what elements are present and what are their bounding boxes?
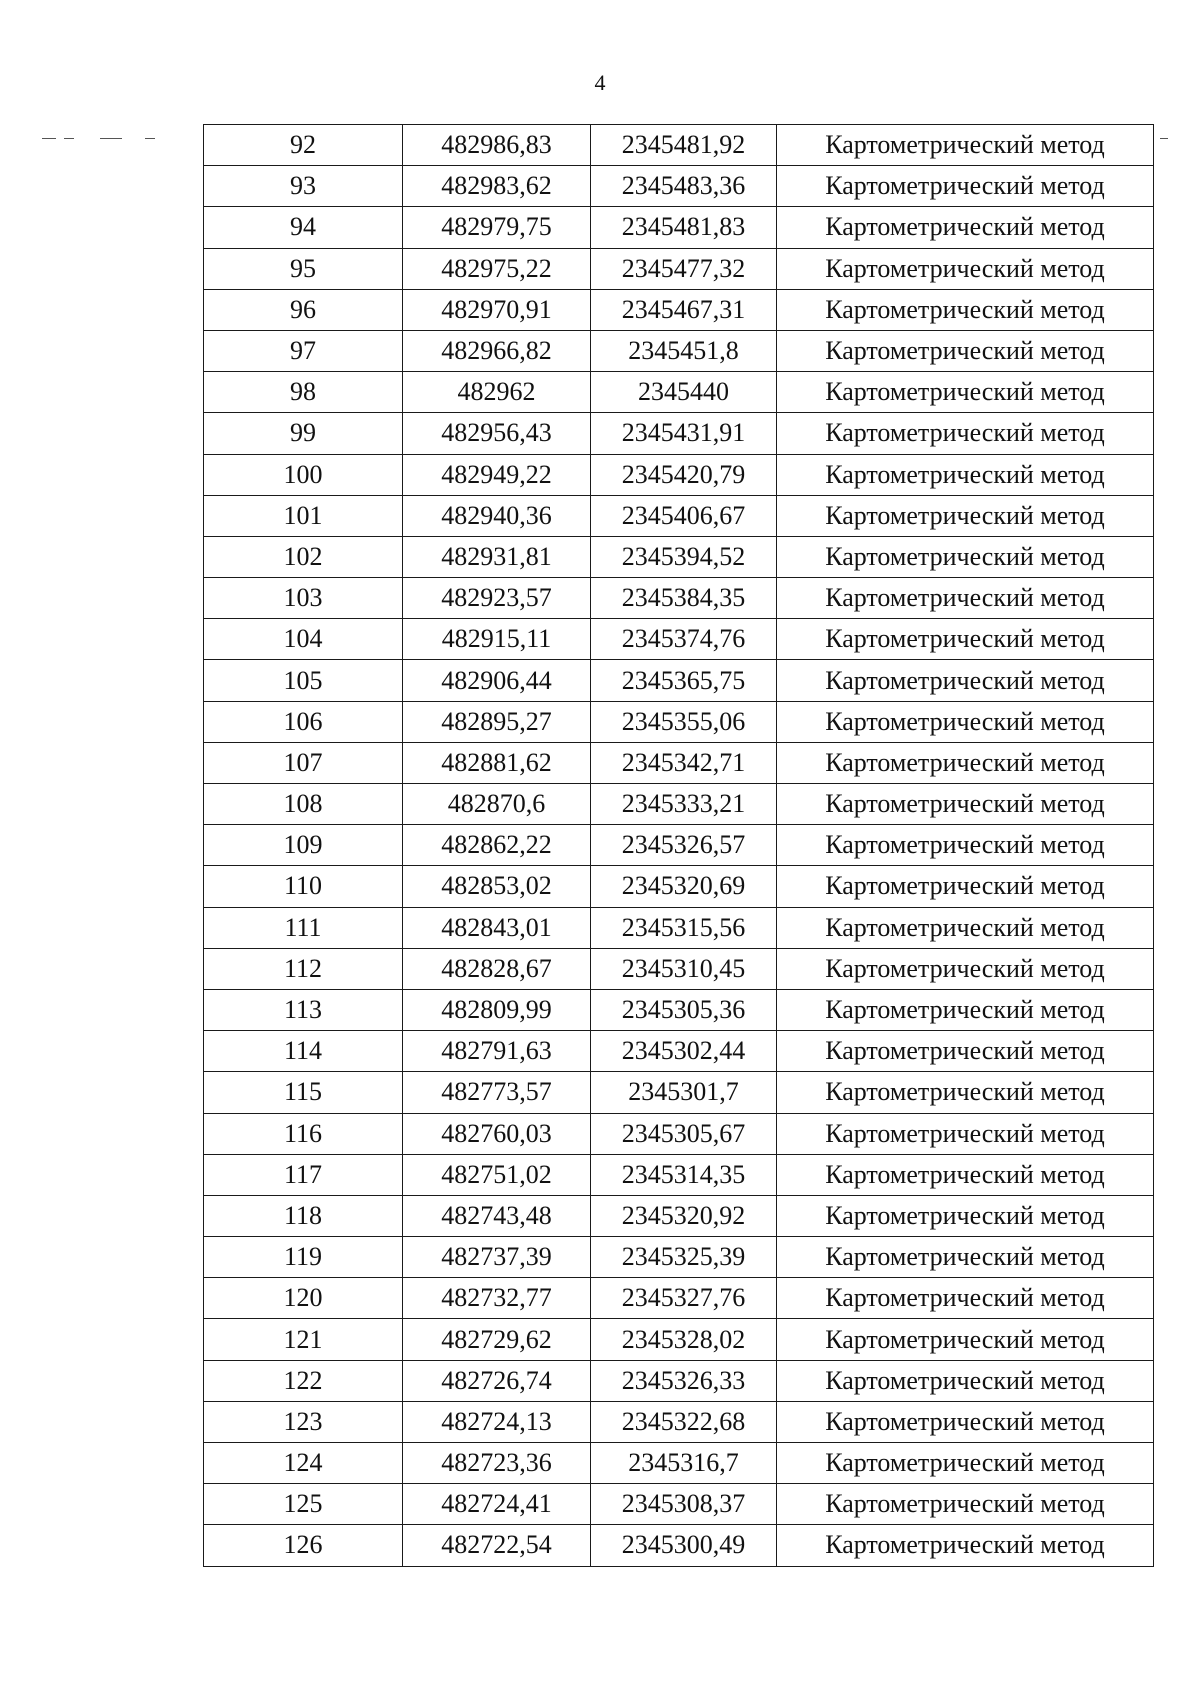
- point-number-cell: 102: [204, 536, 403, 577]
- page-number: 4: [594, 70, 606, 95]
- point-number-cell: 111: [204, 907, 403, 948]
- table-row: [204, 1113, 1154, 1154]
- y-coordinate-cell: 2345406,67: [591, 495, 777, 536]
- point-number-cell: 116: [204, 1113, 403, 1154]
- y-coordinate-cell: 2345483,36: [591, 166, 777, 207]
- point-number-cell: 120: [204, 1278, 403, 1319]
- method-cell: Картометрический метод: [777, 166, 1154, 207]
- table-row: [204, 701, 1154, 742]
- x-coordinate-cell: 482906,44: [403, 660, 591, 701]
- method-cell: Картометрический метод: [777, 948, 1154, 989]
- method-cell: Картометрический метод: [777, 742, 1154, 783]
- y-coordinate-cell: 2345328,02: [591, 1319, 777, 1360]
- scan-artifact-dash: [1160, 138, 1168, 139]
- table-row: [204, 1443, 1154, 1484]
- table-row: [204, 784, 1154, 825]
- method-cell: Картометрический метод: [777, 372, 1154, 413]
- point-number-cell: 109: [204, 825, 403, 866]
- point-number-cell: 126: [204, 1525, 403, 1566]
- x-coordinate-cell: 482931,81: [403, 536, 591, 577]
- point-number-cell: 93: [204, 166, 403, 207]
- scan-artifact-dash: [64, 138, 74, 139]
- x-coordinate-cell: 482970,91: [403, 289, 591, 330]
- table-row: [204, 248, 1154, 289]
- point-number-cell: 92: [204, 125, 403, 166]
- x-coordinate-cell: 482809,99: [403, 989, 591, 1030]
- point-number-cell: 107: [204, 742, 403, 783]
- method-cell: Картометрический метод: [777, 495, 1154, 536]
- table-row: [204, 1525, 1154, 1566]
- x-coordinate-cell: 482923,57: [403, 578, 591, 619]
- method-cell: Картометрический метод: [777, 1072, 1154, 1113]
- point-number-cell: 115: [204, 1072, 403, 1113]
- method-cell: Картометрический метод: [777, 1113, 1154, 1154]
- point-number-cell: 104: [204, 619, 403, 660]
- coordinates-table-body: [204, 125, 1154, 1567]
- table-row: [204, 207, 1154, 248]
- method-cell: Картометрический метод: [777, 989, 1154, 1030]
- point-number-cell: 123: [204, 1401, 403, 1442]
- point-number-cell: 113: [204, 989, 403, 1030]
- y-coordinate-cell: 2345342,71: [591, 742, 777, 783]
- point-number-cell: 118: [204, 1195, 403, 1236]
- y-coordinate-cell: 2345431,91: [591, 413, 777, 454]
- table-row: [204, 289, 1154, 330]
- x-coordinate-cell: 482828,67: [403, 948, 591, 989]
- table-row: [204, 619, 1154, 660]
- coordinates-table: [203, 124, 1154, 1567]
- table-row: [204, 1319, 1154, 1360]
- x-coordinate-cell: 482895,27: [403, 701, 591, 742]
- method-cell: Картометрический метод: [777, 907, 1154, 948]
- point-number-cell: 119: [204, 1237, 403, 1278]
- y-coordinate-cell: 2345365,75: [591, 660, 777, 701]
- point-number-cell: 99: [204, 413, 403, 454]
- point-number-cell: 125: [204, 1484, 403, 1525]
- method-cell: Картометрический метод: [777, 701, 1154, 742]
- x-coordinate-cell: 482724,41: [403, 1484, 591, 1525]
- point-number-cell: 95: [204, 248, 403, 289]
- point-number-cell: 106: [204, 701, 403, 742]
- point-number-cell: 97: [204, 330, 403, 371]
- table-row: [204, 1154, 1154, 1195]
- y-coordinate-cell: 2345420,79: [591, 454, 777, 495]
- y-coordinate-cell: 2345326,33: [591, 1360, 777, 1401]
- y-coordinate-cell: 2345325,39: [591, 1237, 777, 1278]
- method-cell: Картометрический метод: [777, 1319, 1154, 1360]
- table-row: [204, 866, 1154, 907]
- method-cell: Картометрический метод: [777, 1154, 1154, 1195]
- method-cell: Картометрический метод: [777, 1237, 1154, 1278]
- y-coordinate-cell: 2345477,32: [591, 248, 777, 289]
- x-coordinate-cell: 482732,77: [403, 1278, 591, 1319]
- method-cell: Картометрический метод: [777, 1401, 1154, 1442]
- method-cell: Картометрический метод: [777, 248, 1154, 289]
- point-number-cell: 114: [204, 1031, 403, 1072]
- x-coordinate-cell: 482791,63: [403, 1031, 591, 1072]
- x-coordinate-cell: 482949,22: [403, 454, 591, 495]
- point-number-cell: 117: [204, 1154, 403, 1195]
- y-coordinate-cell: 2345310,45: [591, 948, 777, 989]
- y-coordinate-cell: 2345322,68: [591, 1401, 777, 1442]
- point-number-cell: 98: [204, 372, 403, 413]
- table-row: [204, 330, 1154, 371]
- method-cell: Картометрический метод: [777, 660, 1154, 701]
- table-row: [204, 1401, 1154, 1442]
- y-coordinate-cell: 2345314,35: [591, 1154, 777, 1195]
- method-cell: Картометрический метод: [777, 1278, 1154, 1319]
- table-row: [204, 825, 1154, 866]
- x-coordinate-cell: 482722,54: [403, 1525, 591, 1566]
- y-coordinate-cell: 2345355,06: [591, 701, 777, 742]
- table-row: [204, 742, 1154, 783]
- point-number-cell: 94: [204, 207, 403, 248]
- y-coordinate-cell: 2345333,21: [591, 784, 777, 825]
- x-coordinate-cell: 482737,39: [403, 1237, 591, 1278]
- scan-artifact-dash: [100, 138, 122, 139]
- y-coordinate-cell: 2345320,92: [591, 1195, 777, 1236]
- table-row: [204, 1484, 1154, 1525]
- method-cell: Картометрический метод: [777, 825, 1154, 866]
- x-coordinate-cell: 482724,13: [403, 1401, 591, 1442]
- table-row: [204, 454, 1154, 495]
- table-row: [204, 413, 1154, 454]
- y-coordinate-cell: 2345302,44: [591, 1031, 777, 1072]
- table-row: [204, 948, 1154, 989]
- method-cell: Картометрический метод: [777, 1195, 1154, 1236]
- point-number-cell: 124: [204, 1443, 403, 1484]
- y-coordinate-cell: 2345394,52: [591, 536, 777, 577]
- x-coordinate-cell: 482726,74: [403, 1360, 591, 1401]
- x-coordinate-cell: 482881,62: [403, 742, 591, 783]
- table-row: [204, 1195, 1154, 1236]
- y-coordinate-cell: 2345327,76: [591, 1278, 777, 1319]
- method-cell: Картометрический метод: [777, 1360, 1154, 1401]
- x-coordinate-cell: 482751,02: [403, 1154, 591, 1195]
- table-row: [204, 1360, 1154, 1401]
- point-number-cell: 112: [204, 948, 403, 989]
- table-row: [204, 1031, 1154, 1072]
- table-row: [204, 989, 1154, 1030]
- y-coordinate-cell: 2345467,31: [591, 289, 777, 330]
- x-coordinate-cell: 482870,6: [403, 784, 591, 825]
- method-cell: Картометрический метод: [777, 289, 1154, 330]
- table-row: [204, 1072, 1154, 1113]
- x-coordinate-cell: 482966,82: [403, 330, 591, 371]
- x-coordinate-cell: 482843,01: [403, 907, 591, 948]
- point-number-cell: 122: [204, 1360, 403, 1401]
- method-cell: Картометрический метод: [777, 454, 1154, 495]
- x-coordinate-cell: 482915,11: [403, 619, 591, 660]
- y-coordinate-cell: 2345384,35: [591, 578, 777, 619]
- y-coordinate-cell: 2345305,67: [591, 1113, 777, 1154]
- point-number-cell: 105: [204, 660, 403, 701]
- y-coordinate-cell: 2345326,57: [591, 825, 777, 866]
- method-cell: Картометрический метод: [777, 1443, 1154, 1484]
- table-row: [204, 1237, 1154, 1278]
- x-coordinate-cell: 482986,83: [403, 125, 591, 166]
- x-coordinate-cell: 482940,36: [403, 495, 591, 536]
- method-cell: Картометрический метод: [777, 784, 1154, 825]
- y-coordinate-cell: 2345308,37: [591, 1484, 777, 1525]
- x-coordinate-cell: 482975,22: [403, 248, 591, 289]
- y-coordinate-cell: 2345316,7: [591, 1443, 777, 1484]
- y-coordinate-cell: 2345300,49: [591, 1525, 777, 1566]
- x-coordinate-cell: 482729,62: [403, 1319, 591, 1360]
- table-row: [204, 536, 1154, 577]
- point-number-cell: 121: [204, 1319, 403, 1360]
- table-row: [204, 495, 1154, 536]
- y-coordinate-cell: 2345451,8: [591, 330, 777, 371]
- table-row: [204, 125, 1154, 166]
- table-row: [204, 166, 1154, 207]
- method-cell: Картометрический метод: [777, 536, 1154, 577]
- table-row: [204, 372, 1154, 413]
- x-coordinate-cell: 482956,43: [403, 413, 591, 454]
- x-coordinate-cell: 482853,02: [403, 866, 591, 907]
- method-cell: Картометрический метод: [777, 125, 1154, 166]
- method-cell: Картометрический метод: [777, 1525, 1154, 1566]
- method-cell: Картометрический метод: [777, 578, 1154, 619]
- point-number-cell: 101: [204, 495, 403, 536]
- table-row: [204, 660, 1154, 701]
- scan-artifact-dash: [145, 138, 155, 139]
- table-row: [204, 578, 1154, 619]
- y-coordinate-cell: 2345315,56: [591, 907, 777, 948]
- table-row: [204, 907, 1154, 948]
- y-coordinate-cell: 2345305,36: [591, 989, 777, 1030]
- y-coordinate-cell: 2345440: [591, 372, 777, 413]
- method-cell: Картометрический метод: [777, 619, 1154, 660]
- method-cell: Картометрический метод: [777, 866, 1154, 907]
- table-row: [204, 1278, 1154, 1319]
- method-cell: Картометрический метод: [777, 330, 1154, 371]
- x-coordinate-cell: 482962: [403, 372, 591, 413]
- method-cell: Картометрический метод: [777, 1484, 1154, 1525]
- x-coordinate-cell: 482723,36: [403, 1443, 591, 1484]
- point-number-cell: 96: [204, 289, 403, 330]
- y-coordinate-cell: 2345481,83: [591, 207, 777, 248]
- y-coordinate-cell: 2345301,7: [591, 1072, 777, 1113]
- x-coordinate-cell: 482743,48: [403, 1195, 591, 1236]
- point-number-cell: 108: [204, 784, 403, 825]
- scan-artifact-dash: [42, 138, 56, 139]
- method-cell: Картометрический метод: [777, 207, 1154, 248]
- y-coordinate-cell: 2345481,92: [591, 125, 777, 166]
- x-coordinate-cell: 482760,03: [403, 1113, 591, 1154]
- x-coordinate-cell: 482773,57: [403, 1072, 591, 1113]
- y-coordinate-cell: 2345374,76: [591, 619, 777, 660]
- point-number-cell: 100: [204, 454, 403, 495]
- y-coordinate-cell: 2345320,69: [591, 866, 777, 907]
- method-cell: Картометрический метод: [777, 413, 1154, 454]
- x-coordinate-cell: 482979,75: [403, 207, 591, 248]
- x-coordinate-cell: 482862,22: [403, 825, 591, 866]
- point-number-cell: 110: [204, 866, 403, 907]
- x-coordinate-cell: 482983,62: [403, 166, 591, 207]
- point-number-cell: 103: [204, 578, 403, 619]
- method-cell: Картометрический метод: [777, 1031, 1154, 1072]
